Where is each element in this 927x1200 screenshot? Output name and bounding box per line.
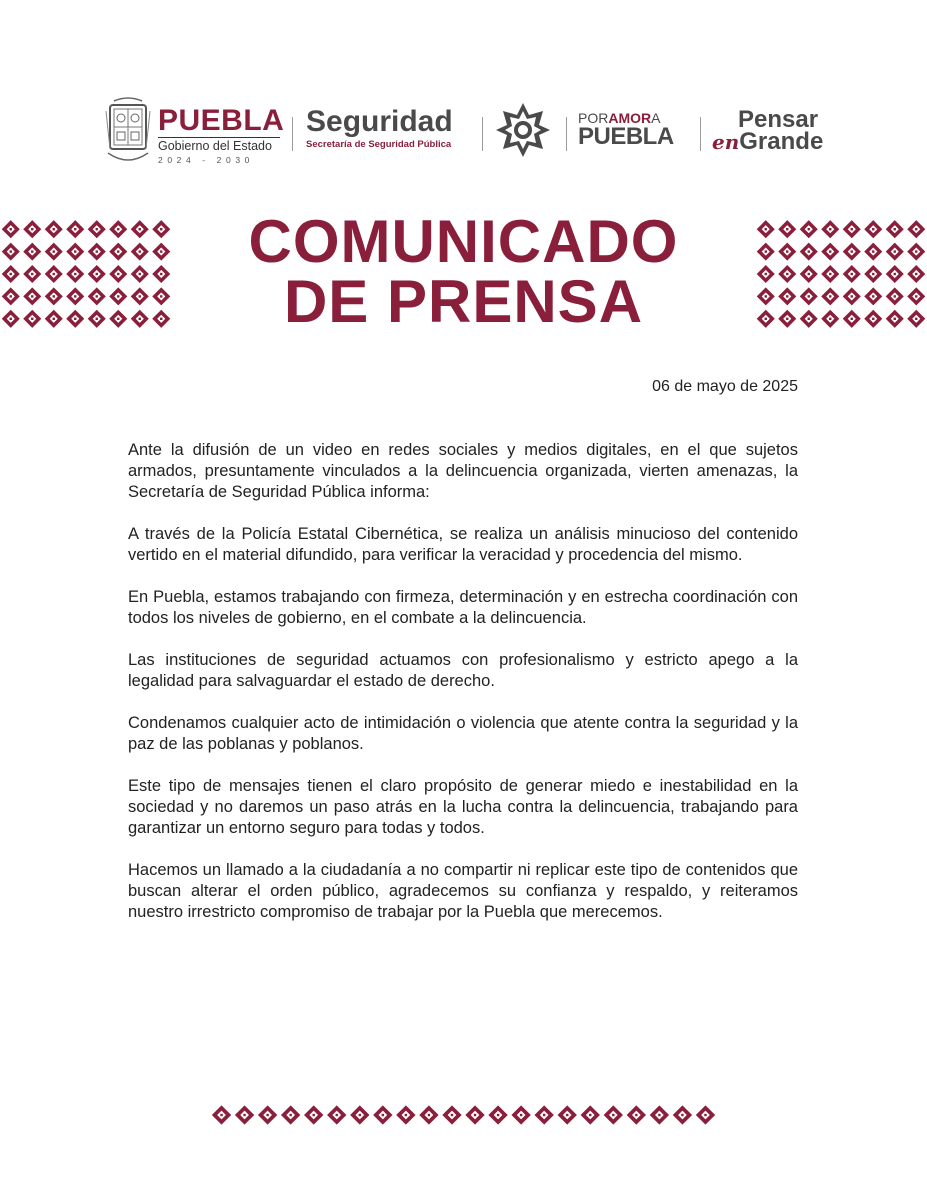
pattern-motif <box>843 310 861 328</box>
logo-divider <box>700 117 701 151</box>
pattern-motif <box>66 287 84 305</box>
pattern-motif <box>109 310 127 328</box>
decorative-pattern-right <box>755 218 927 330</box>
pattern-motif <box>696 1105 715 1124</box>
pattern-motif <box>907 265 925 283</box>
pattern-motif <box>778 287 796 305</box>
pattern-motif <box>843 265 861 283</box>
pattern-motif <box>88 220 106 238</box>
paragraph: A través de la Policía Estatal Cibernética, se realiza un análisis minucioso del contenido vertido en el material difundido, para verificar la veracidad y procedencia del mismo. <box>128 525 798 564</box>
seguridad-subtitle: Secretaría de Seguridad Pública <box>306 139 452 150</box>
pattern-motif <box>864 310 882 328</box>
paragraph: Ante la difusión de un video en redes sociales y medios digitales, en el que sujetos armados, presuntamente vinculados a la delincuencia organizada, vierten amenazas, la Secretaría de Seguridad Pública informa: <box>128 441 798 501</box>
pattern-motif <box>88 265 106 283</box>
pattern-motif <box>627 1105 646 1124</box>
page-title <box>160 208 767 335</box>
pattern-motif <box>327 1105 346 1124</box>
pattern-motif <box>2 265 20 283</box>
pattern-motif <box>511 1105 530 1124</box>
pattern-motif <box>2 220 20 238</box>
seguridad-title: Seguridad <box>306 105 453 138</box>
pattern-motif <box>800 287 818 305</box>
pattern-motif <box>23 287 41 305</box>
paragraph: Condenamos cualquier acto de intimidación o violencia que atente contra la seguridad y la paz de las poblanas y poblanos. <box>128 714 798 753</box>
pattern-motif <box>281 1105 300 1124</box>
pattern-motif <box>131 310 149 328</box>
pattern-motif <box>45 310 63 328</box>
pensar-en-grande-logo <box>712 106 842 155</box>
pattern-motif <box>212 1105 231 1124</box>
header-logos <box>100 95 840 175</box>
pattern-motif <box>886 243 904 261</box>
pattern-motif <box>821 220 839 238</box>
police-star-badge-icon <box>494 101 552 159</box>
pattern-motif <box>907 287 925 305</box>
pattern-motif <box>800 310 818 328</box>
pattern-motif <box>2 243 20 261</box>
pattern-motif <box>66 265 84 283</box>
pattern-motif <box>2 287 20 305</box>
pattern-motif <box>23 220 41 238</box>
pattern-motif <box>864 265 882 283</box>
pattern-motif <box>304 1105 323 1124</box>
por-amor-a-puebla-logo <box>578 111 690 148</box>
pattern-motif <box>886 265 904 283</box>
puebla-subtitle: Gobierno del Estado <box>158 137 280 153</box>
logo-divider <box>292 117 293 151</box>
amor-por: POR <box>578 110 609 126</box>
pattern-motif <box>66 220 84 238</box>
amor-a: A <box>651 110 661 126</box>
pattern-motif <box>66 243 84 261</box>
pattern-motif <box>109 243 127 261</box>
pattern-motif <box>396 1105 415 1124</box>
pattern-motif <box>45 265 63 283</box>
release-date: 06 de mayo de 2025 <box>652 378 798 395</box>
pattern-motif <box>800 220 818 238</box>
pattern-motif <box>45 287 63 305</box>
pattern-motif <box>2 310 20 328</box>
pattern-motif <box>488 1105 507 1124</box>
pattern-motif <box>465 1105 484 1124</box>
title-line-1: COMUNICADO <box>248 208 679 275</box>
amor-puebla: PUEBLA <box>578 123 674 150</box>
pattern-motif <box>650 1105 669 1124</box>
pattern-motif <box>109 287 127 305</box>
pensar-top: Pensar <box>738 106 819 133</box>
puebla-government-logo <box>158 104 285 165</box>
pattern-motif <box>419 1105 438 1124</box>
pattern-motif <box>843 220 861 238</box>
pattern-motif <box>581 1105 600 1124</box>
pattern-motif <box>23 265 41 283</box>
decorative-pattern-left <box>0 218 172 330</box>
pattern-motif <box>864 243 882 261</box>
pattern-motif <box>109 265 127 283</box>
pattern-motif <box>821 265 839 283</box>
paragraph: En Puebla, estamos trabajando con firmeza, determinación y en estrecha coordinación con todos los niveles de gobierno, en el combate a la delincuencia. <box>128 588 798 627</box>
logo-divider <box>566 117 567 151</box>
logo-divider <box>482 117 483 151</box>
pattern-motif <box>778 265 796 283</box>
pattern-motif <box>800 243 818 261</box>
pattern-motif <box>258 1105 277 1124</box>
pattern-motif <box>821 310 839 328</box>
pattern-motif <box>131 243 149 261</box>
pattern-motif <box>88 243 106 261</box>
pattern-motif <box>886 220 904 238</box>
pattern-motif <box>778 220 796 238</box>
pattern-motif <box>131 265 149 283</box>
pattern-motif <box>350 1105 369 1124</box>
pattern-motif <box>23 310 41 328</box>
pattern-motif <box>235 1105 254 1124</box>
pattern-motif <box>604 1105 623 1124</box>
pensar-en: en <box>712 130 740 154</box>
puebla-title: PUEBLA <box>158 104 285 137</box>
pattern-motif <box>558 1105 577 1124</box>
press-release-body <box>128 440 798 944</box>
pattern-motif <box>778 310 796 328</box>
pattern-motif <box>843 287 861 305</box>
pattern-motif <box>907 220 925 238</box>
decorative-pattern-bottom <box>210 1100 717 1130</box>
paragraph: Las instituciones de seguridad actuamos con profesionalismo y estricto apego a la legalidad para salvaguardar el estado de derecho. <box>128 651 798 690</box>
pensar-grande: Grande <box>739 128 824 155</box>
pattern-motif <box>23 243 41 261</box>
pattern-motif <box>66 310 84 328</box>
pattern-motif <box>131 287 149 305</box>
pattern-motif <box>864 287 882 305</box>
pattern-motif <box>800 265 818 283</box>
pattern-motif <box>442 1105 461 1124</box>
paragraph: Este tipo de mensajes tienen el claro propósito de generar miedo e inestabilidad en la sociedad y no daremos un paso atrás en la lucha contra la delincuencia, trabajando para garantizar un entorno seguro para todas y todos. <box>128 777 798 837</box>
pattern-motif <box>88 310 106 328</box>
pattern-motif <box>534 1105 553 1124</box>
pattern-motif <box>45 243 63 261</box>
pattern-motif <box>821 243 839 261</box>
pattern-motif <box>109 220 127 238</box>
paragraph: Hacemos un llamado a la ciudadanía a no compartir ni replicar este tipo de contenidos que buscan alterar el orden público, agradecemos su confianza y respaldo, y reiteramos nuestro irrestricto compromiso de trabajar por la Puebla que merecemos. <box>128 861 798 921</box>
pattern-motif <box>843 243 861 261</box>
coat-of-arms-icon <box>104 97 152 171</box>
amor-amor: AMOR <box>608 110 652 126</box>
pattern-motif <box>864 220 882 238</box>
title-line-2: DE PRENSA <box>283 268 644 335</box>
pattern-motif <box>88 287 106 305</box>
puebla-years: 2024 - 2030 <box>158 155 254 165</box>
pattern-motif <box>886 310 904 328</box>
pattern-motif <box>821 287 839 305</box>
pattern-motif <box>673 1105 692 1124</box>
pattern-motif <box>131 220 149 238</box>
pattern-motif <box>373 1105 392 1124</box>
seguridad-logo <box>306 107 472 150</box>
pattern-motif <box>907 243 925 261</box>
pattern-motif <box>778 243 796 261</box>
pattern-motif <box>907 310 925 328</box>
pattern-motif <box>45 220 63 238</box>
pattern-motif <box>886 287 904 305</box>
